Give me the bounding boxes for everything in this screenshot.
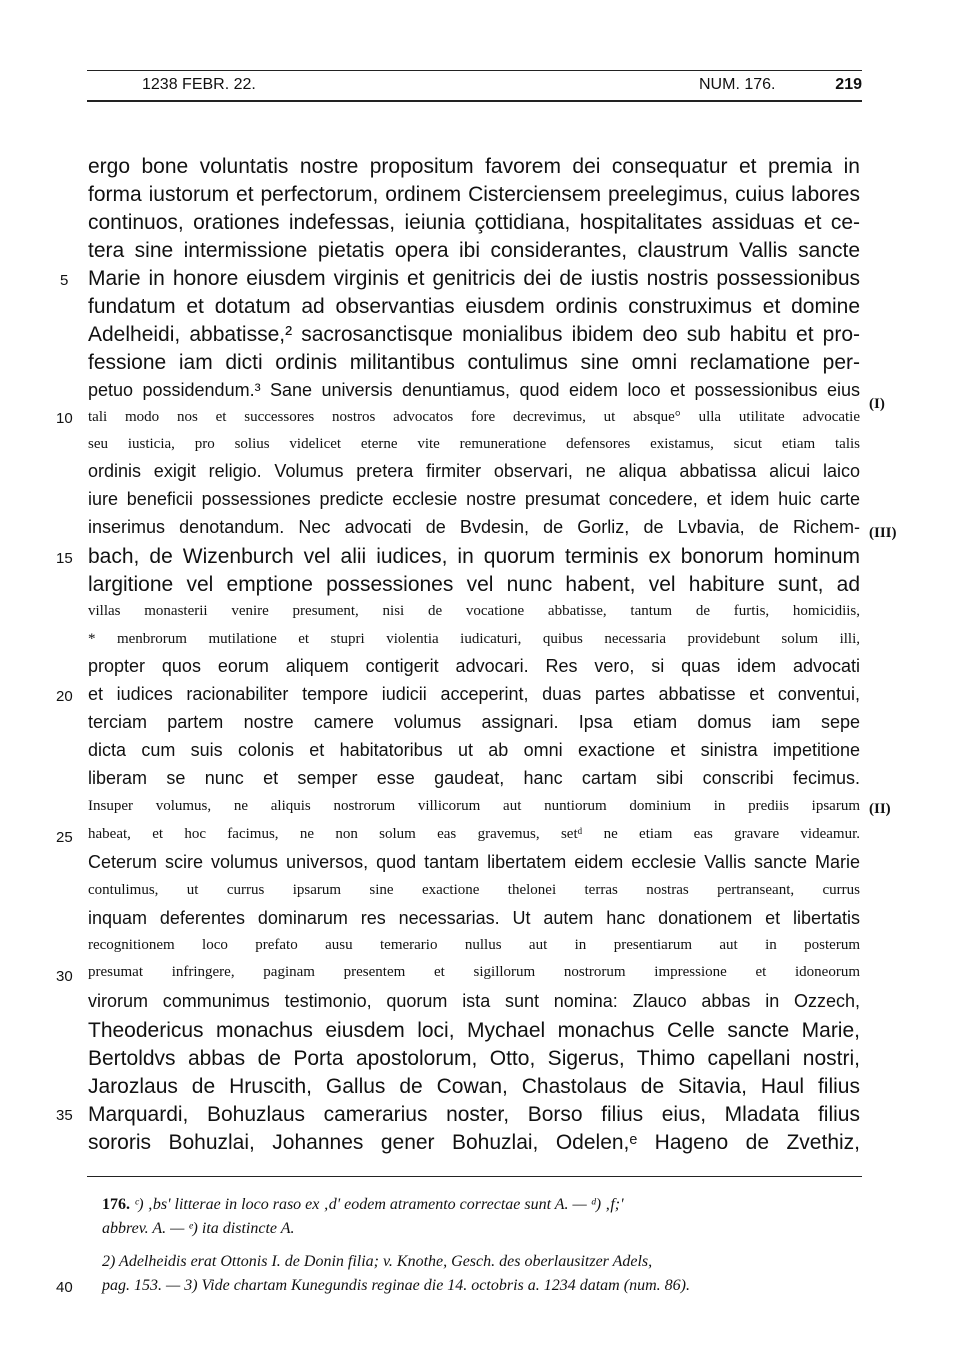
text-line: propter quos eorum aliquem contigerit advocari. Res vero, si quas idem advocati [88,656,860,676]
header-rule-bottom [87,100,862,102]
text-line: ergo bone voluntatis nostre propositum favorem dei consequatur et premia in [88,155,860,178]
text-line: Bertoldvs abbas de Porta apostolorum, Otto, Sigerus, Thimo capellani nostri, [88,1047,860,1070]
text-line: Insuper volumus, ne aliquis nostrorum villicorum aut nuntiorum dominium in prediis ipsarum [88,798,860,814]
line-number: 5 [60,272,69,289]
line-number: 35 [56,1107,73,1124]
text-line: tera sine intermissione pietatis opera ibi considerantes, claustrum Vallis sancte [88,239,860,262]
text-line: contulimus, ut currus ipsarum sine exactione thelonei terras nostras pertranseant, currus [88,882,860,898]
text-line: virorum communimus testimonio, quorum ista sunt nomina: Zlauco abbas in Ozzech, [88,991,860,1011]
footnote-label: 176. [102,1196,130,1213]
text-line: forma iustorum et perfectorum, ordinem Cisterciensem preelegimus, cuius labores [88,183,860,206]
text-line: seu iusticia, pro solius videlicet eterne vite remuneratione defensores existamus, sicut etiam talis [88,436,860,452]
text-line: continuos, orationes indefessas, ieiunia çottidiana, hospitalitates assiduas et ce- [88,211,860,234]
line-number: 40 [56,1279,73,1296]
line-number: 25 [56,829,73,846]
text-line: dicta cum suis colonis et habitatoribus ut ab omni exactione et sinistra impetitione [88,740,860,760]
footnote-rule [87,1176,862,1177]
header-date: 1238 FEBR. 22. [142,76,256,93]
text-line: iure beneficii possessiones predicte ecclesie nostre presumat concedere, et idem huic carte [88,489,860,509]
text-line: presumat infringere, paginam presentem et sigillorum nostrorum impressione et idoneorum [88,964,860,980]
text-line: Marie in honore eiusdem virginis et genitricis dei de iustis nostris possessionibus [88,267,860,290]
text-line: sororis Bohuzlai, Johannes gener Bohuzlai, Odelen,ᵉ Hageno de Zvethiz, [88,1131,860,1154]
text-line: Theodericus monachus eiusdem loci, Mychael monachus Celle sancte Marie, [88,1019,860,1042]
line-number: 20 [56,688,73,705]
text-line: largitione vel emptione possessiones vel nunc habent, vel habiture sunt, ad [88,573,860,596]
text-line: recognitionem loco prefato ausu temerario nullus aut in presentiarum aut in posterum [88,937,860,953]
footnote-text: abbrev. A. — ᵉ) ita distincte A. [102,1220,295,1237]
text-line: inserimus denotandum. Nec advocati de Bvdesin, de Gorliz, de Lvbavia, de Richem- [88,517,860,537]
text-line: habeat, et hoc facimus, ne non solum eas gravemus, setᵈ ne etiam eas gravare videamur. [88,826,860,842]
text-line: * menbrorum mutilatione et stupri violentia iudicaturi, quibus necessaria providebunt solum illi, [88,631,860,647]
text-line: Ceterum scire volumus universos, quod tantam libertatem eidem ecclesie Vallis sancte Marie [88,852,860,872]
footnote-critical [102,1196,624,1214]
page-number: 219 [835,76,862,93]
text-line: petuo possidendum.³ Sane universis denuntiamus, quod eidem loco et possessionibus eius [88,380,860,400]
text-line: fessione iam dicti ordinis militantibus contulimus sine omni reclamatione per- [88,351,860,374]
header-document-number: NUM. 176. [699,76,776,93]
text-line: fundatum et dotatum ad observantias eiusdem ordinis construximus et domine [88,295,860,318]
text-line: inquam deferentes dominarum res necessarias. Ut autem hanc donationem et libertatis [88,908,860,928]
running-header [87,76,862,98]
margin-note: (II) [869,801,891,817]
text-line: Adelheidi, abbatisse,² sacrosanctisque monialibus ibidem deo sub habitu et pro- [88,323,860,346]
margin-note: (III) [869,525,897,541]
text-line: bach, de Wizenburch vel alii iudices, in quorum terminis ex bonorum hominum [88,545,860,568]
text-line: tali modo nos et successores nostros advocatos fore decrevimus, ut absque° ulla utilitate advocatie [88,409,860,425]
line-number: 30 [56,968,73,985]
header-rule-top [87,70,862,71]
text-line: ordinis exigit religio. Volumus pretera firmiter observari, ne aliqua abbatissa alicui laico [88,461,860,481]
text-line: Jarozlaus de Hruscith, Gallus de Cowan, Chastolaus de Sitavia, Haul filius [88,1075,860,1098]
text-line: et iudices racionabiliter tempore iudicii acceperint, duas partes abbatisse et conventui, [88,684,860,704]
footnote-text: pag. 153. — 3) Vide chartam Kunegundis reginae die 14. octobris a. 1234 datam (num. 86). [102,1277,690,1294]
text-line: terciam partem nostre camere volumus assignari. Ipsa etiam domus iam sepe [88,712,860,732]
line-number: 15 [56,550,73,567]
footnote-text: 2) Adelheidis erat Ottonis I. de Donin filia; v. Knothe, Gesch. des oberlausitzer Adels, [102,1253,653,1270]
margin-note: (I) [869,396,885,412]
footnote-text: ᶜ) ‚bs' litterae in loco raso ex ‚d' eodem atramento correctae sunt A. — ᵈ) ‚f;' [134,1196,624,1213]
text-line: villas monasterii venire presument, nisi de vocatione abbatisse, tantum de furtis, homicidiis, [88,603,860,619]
text-line: liberam se nunc et semper esse gaudeat, hanc cartam sibi conscribi fecimus. [88,768,860,788]
line-number: 10 [56,410,73,427]
text-line: Marquardi, Bohuzlaus camerarius noster, Borso filius eius, Mladata filius [88,1103,860,1126]
